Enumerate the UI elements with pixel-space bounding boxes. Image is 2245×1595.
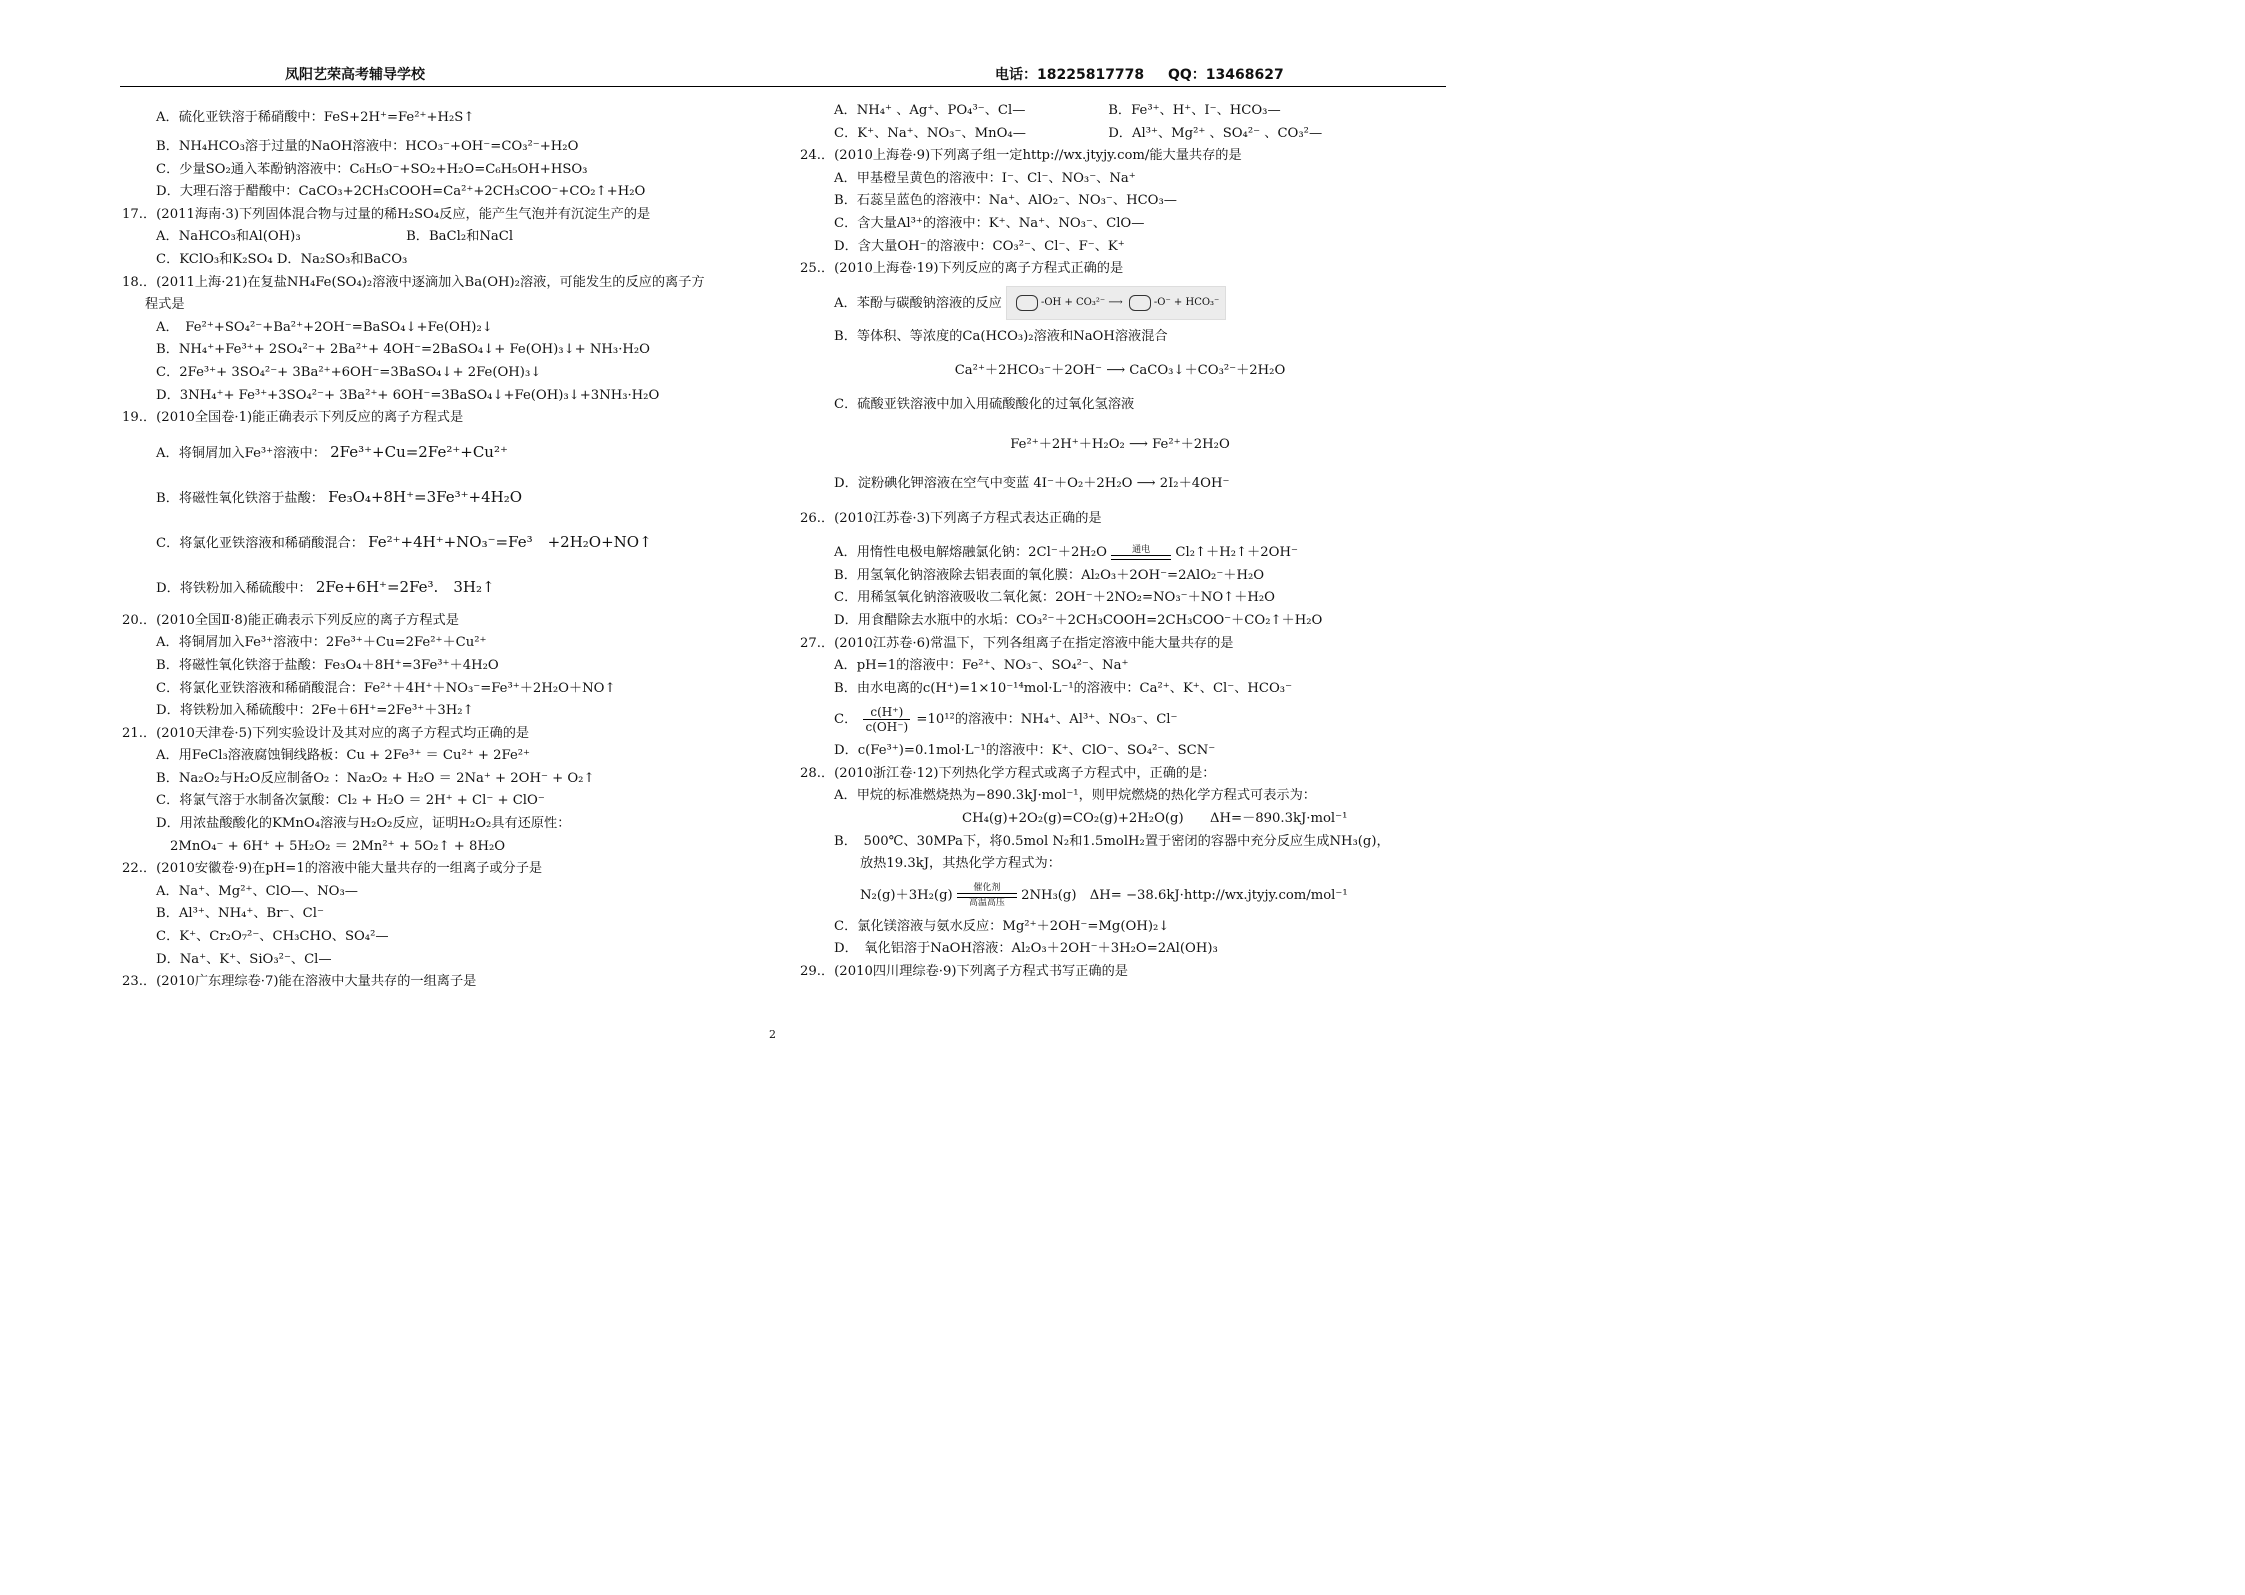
question-option: B．由水电离的c(H⁺)=1×10⁻¹⁴mol·L⁻¹的溶液中：Ca²⁺、K⁺、Cl⁻、HCO₃⁻ [834, 680, 1293, 696]
question-option: B．NH₄HCO₃溶于过量的NaOH溶液中：HCO₃⁻+OH⁻=CO₃²⁻+H₂O [156, 139, 579, 154]
question-option: A．将铜屑加入Fe³⁺溶液中：2Fe³⁺＋Cu=2Fe²⁺＋Cu²⁺ [156, 635, 487, 651]
equation-part: -O⁻ + HCO₃⁻ [1153, 297, 1220, 309]
question-option: C．2Fe³⁺+ 3SO₄²⁻+ 3Ba²⁺+6OH⁻=3BaSO₄↓+ 2Fe(OH)₃↓ [156, 364, 542, 380]
question-option: D．将铁粉加入稀硫酸中：2Fe＋6H⁺=2Fe³⁺＋3H₂↑ [156, 703, 474, 719]
equation: CH₄(g)+2O₂(g)=CO₂(g)+2H₂O(g) ΔH=－890.3kJ·mol⁻¹ [962, 811, 1348, 827]
question-option: D．用食醋除去水瓶中的水垢：CO₃²⁻＋2CH₃COOH=2CH₃COO⁻＋CO₂↑＋H₂O [834, 612, 1323, 628]
page-header [120, 62, 1446, 87]
question-option: D．大理石溶于醋酸中：CaCO₃+2CH₃COOH=Ca²⁺+2CH₃COO⁻+CO₂↑+H₂O [156, 184, 646, 200]
question-option: C．将氯化亚铁溶液和稀硝酸混合：Fe²⁺＋4H⁺＋NO₃⁻=Fe³⁺＋2H₂O＋NO↑ [156, 680, 616, 696]
option-text: A．苯酚与碳酸钠溶液的反应 [834, 295, 1002, 311]
question-option [122, 520, 772, 565]
option-text: B．将磁性氧化铁溶于盐酸： [156, 490, 324, 506]
question-option: C．硫酸亚铁溶液中加入用硫酸酸化的过氧化氢溶液 [834, 397, 1135, 413]
question-option: C．KClO₃和K₂SO₄ D．Na₂SO₃和BaCO₃ [156, 251, 408, 267]
fraction-denominator: c(OH⁻) [865, 720, 909, 735]
question-option-row [800, 100, 1440, 123]
question-option: C．少量SO₂通入苯酚钠溶液中：C₆H₅O⁻+SO₂+H₂O=C₆H₅OH+HSO₃ [156, 161, 588, 177]
question-option: A．Na⁺、Mg²⁺、ClO—、NO₃— [156, 883, 358, 899]
question-option: D．淀粉碘化钾溶液在空气中变蓝 4I⁻＋O₂＋2H₂O ⟶ 2I₂＋4OH⁻ [834, 475, 1230, 491]
arrow-label: 通电 [1132, 545, 1151, 556]
question-option: B．Na₂O₂与H₂O反应制备O₂ ：Na₂O₂ + H₂O ＝ 2Na⁺ + 2OH⁻ + O₂↑ [156, 770, 595, 786]
arrow-bottom-label: 高温高压 [968, 897, 1005, 908]
question-option: A．用FeCl₃溶液腐蚀铜线路板：Cu + 2Fe³⁺ ＝ Cu²⁺ + 2Fe²⁺ [156, 748, 531, 764]
qq-number: QQ：13468627 [1168, 67, 1284, 83]
question-option [122, 430, 772, 475]
equation [800, 876, 1440, 916]
question-option: B． 500℃、30MPa下，将0.5mol N₂和1.5molH₂置于密闭的容器中充分反应生成NH₃(g)， [834, 833, 1390, 849]
question-option: C．用稀氢氧化钠溶液吸收二氧化氮：2OH⁻＋2NO₂=NO₃⁻＋NO↑＋H₂O [834, 590, 1275, 606]
equation: Fe²⁺＋2H⁺＋H₂O₂ ⟶ Fe²⁺＋2H₂O [1010, 436, 1230, 452]
question-option: A．NaHCO₃和Al(OH)₃ B．BaCl₂和NaCl [156, 229, 514, 245]
question-stem: 22.．(2010安徽卷·9)在pH=1的溶液中能大量共存的一组离子或分子是 [122, 861, 543, 877]
question-stem: 25.．(2010上海卷·19)下列反应的离子方程式正确的是 [800, 261, 1124, 277]
equation: 2Fe+6H⁺=2Fe³. 3H₂↑ [315, 577, 495, 596]
question-option: A．pH=1的溶液中：Fe²⁺、NO₃⁻、SO₄²⁻、Na⁺ [834, 658, 1129, 674]
question-option [800, 542, 1440, 565]
question-option: B．等体积、等浓度的Ca(HCO₃)₂溶液和NaOH溶液混合 [834, 328, 1168, 344]
question-option: D．c(Fe³⁺)=0.1mol·L⁻¹的溶液中：K⁺、ClO⁻、SO₄²⁻、SCN⁻ [834, 743, 1216, 759]
right-column [800, 100, 1440, 984]
option-text: =10¹²的溶液中：NH₄⁺、Al³⁺、NO₃⁻、Cl⁻ [916, 712, 1178, 728]
question-stem: 26.．(2010江苏卷·3)下列离子方程式表达正确的是 [800, 510, 1102, 526]
arrow-top-label: 催化剂 [973, 882, 1001, 893]
option-letter: C． [834, 712, 858, 728]
question-option-continued: 放热19.3kJ，其热化学方程式为： [860, 856, 1061, 872]
option-text: A．将铜屑加入Fe³⁺溶液中： [156, 445, 326, 461]
phenol-reaction-image [1006, 286, 1226, 320]
question-stem: 29.．(2010四川理综卷·9)下列离子方程式书写正确的是 [800, 964, 1128, 980]
equation: Fe₃O₄+8H⁺=3Fe³⁺+4H₂O [328, 487, 523, 506]
question-stem: 18.．(2011上海·21)在复盐NH₄Fe(SO₄)₂溶液中逐滴加入Ba(OH)₂溶液，可能发生的反应的离子方 [122, 274, 705, 290]
question-option: D．用浓盐酸酸化的KMnO₄溶液与H₂O₂反应，证明H₂O₂具有还原性： [156, 816, 571, 832]
equation: Ca²⁺＋2HCO₃⁻＋2OH⁻ ⟶ CaCO₃↓＋CO₃²⁻＋2H₂O [954, 363, 1286, 379]
question-option: A．硫化亚铁溶于稀硝酸中：FeS+2H⁺=Fe²⁺+H₂S↑ [156, 110, 475, 125]
question-option [800, 700, 1440, 740]
question-option: D．含大量OH⁻的溶液中：CO₃²⁻、Cl⁻、F⁻、K⁺ [834, 238, 1125, 254]
page-number: 2 [769, 1028, 776, 1041]
equation-part: -OH + CO₃²⁻ ⟶ [1040, 297, 1123, 309]
question-option: C．K⁺、Cr₂O₇²⁻、CH₃CHO、SO₄²— [156, 929, 389, 945]
question-option-row [800, 123, 1440, 146]
phone-number: 电话：18225817778 [995, 67, 1145, 83]
equation: Fe²⁺+4H⁺+NO₃⁻=Fe³ +2H₂O+NO↑ [368, 532, 652, 551]
question-option: A． Fe²⁺+SO₄²⁻+Ba²⁺+2OH⁻=BaSO₄↓+Fe(OH)₂↓ [156, 319, 493, 335]
question-option: C．K⁺、Na⁺、NO₃⁻、MnO₄— [834, 125, 1026, 141]
benzene-ring-icon [1129, 295, 1151, 311]
question-stem: 21.．(2010天津卷·5)下列实验设计及其对应的离子方程式均正确的是 [122, 725, 530, 741]
question-option: A．NH₄⁺ 、Ag⁺、PO₄³⁻、Cl— [834, 103, 1026, 118]
option-text: Cl₂↑＋H₂↑＋2OH⁻ [1175, 545, 1298, 561]
question-option: D． 氧化铝溶于NaOH溶液：Al₂O₃＋2OH⁻＋3H₂O=2Al(OH)₃ [834, 941, 1218, 957]
school-name: 凤阳艺荣高考辅导学校 [285, 67, 425, 83]
equation: 2MnO₄⁻ + 6H⁺ + 5H₂O₂ ＝ 2Mn²⁺ + 5O₂↑ + 8H₂O [170, 838, 506, 854]
question-option: B．Fe³⁺、H⁺、I⁻、HCO₃— [1108, 103, 1281, 118]
question-stem: 20.．(2010全国Ⅱ·8)能正确表示下列反应的离子方程式是 [122, 612, 459, 628]
question-option: B．将磁性氧化铁溶于盐酸：Fe₃O₄＋8H⁺=3Fe³⁺＋4H₂O [156, 657, 499, 673]
question-stem: 23.．(2010广东理综卷·7)能在溶液中大量共存的一组离子是 [122, 974, 477, 990]
question-stem-continued: 程式是 [145, 297, 185, 313]
question-stem: 28.．(2010浙江卷·12)下列热化学方程式或离子方程式中，正确的是： [800, 765, 1216, 781]
question-option: D．3NH₄⁺+ Fe³⁺+3SO₄²⁻+ 3Ba²⁺+ 6OH⁻=3BaSO₄↓+Fe(OH)₃↓+3NH₃·H₂O [156, 387, 660, 403]
question-stem: 17.．(2011海南·3)下列固体混合物与过量的稀H₂SO₄反应，能产生气泡并有沉淀生产的是 [122, 206, 651, 222]
question-option: C．氯化镁溶液与氨水反应：Mg²⁺＋2OH⁻=Mg(OH)₂↓ [834, 918, 1170, 934]
equation: 2Fe³⁺+Cu=2Fe²⁺+Cu²⁺ [330, 442, 508, 461]
question-option: D．Al³⁺、Mg²⁺ 、SO₄²⁻ 、CO₃²— [1108, 125, 1323, 141]
electrolysis-arrow [1111, 545, 1171, 560]
reaction-arrow [957, 883, 1017, 908]
question-stem: 24.．(2010上海卷·9)下列离子组一定http://wx.jtyjy.com/能大量共存的是 [800, 148, 1242, 164]
left-column [122, 100, 772, 994]
question-option: C．含大量Al³⁺的溶液中：K⁺、Na⁺、NO₃⁻、ClO— [834, 215, 1145, 231]
question-option: B．Al³⁺、NH₄⁺、Br⁻、Cl⁻ [156, 906, 324, 922]
question-option: A．甲基橙呈黄色的溶液中：I⁻、Cl⁻、NO₃⁻、Na⁺ [834, 170, 1136, 186]
question-option: B．用氢氧化钠溶液除去铝表面的氧化膜：Al₂O₃＋2OH⁻=2AlO₂⁻＋H₂O [834, 567, 1265, 583]
question-option: B．NH₄⁺+Fe³⁺+ 2SO₄²⁻+ 2Ba²⁺+ 4OH⁻=2BaSO₄↓+ Fe(OH)₃↓+ NH₃·H₂O [156, 342, 650, 358]
question-option: D．Na⁺、K⁺、SiO₃²⁻、Cl— [156, 951, 332, 967]
question-option [122, 565, 772, 610]
fraction [863, 705, 910, 734]
option-text: A．用惰性电极电解熔融氯化钠：2Cl⁻＋2H₂O [834, 545, 1107, 561]
question-option [800, 281, 1440, 326]
question-option: A．甲烷的标准燃烧热为−890.3kJ·mol⁻¹，则甲烷燃烧的热化学方程式可表示为： [834, 788, 1316, 804]
question-stem: 19.．(2010全国卷·1)能正确表示下列反应的离子方程式是 [122, 410, 464, 426]
equation-part: N₂(g)＋3H₂(g) [860, 887, 953, 903]
question-option: C．将氯气溶于水制备次氯酸：Cl₂ + H₂O ＝ 2H⁺ + Cl⁻ + ClO⁻ [156, 793, 545, 809]
double-bar [1111, 555, 1171, 560]
option-text: D．将铁粉加入稀硫酸中： [156, 580, 312, 596]
question-stem: 27.．(2010江苏卷·6)常温下，下列各组离子在指定溶液中能大量共存的是 [800, 635, 1234, 651]
question-option [122, 475, 772, 520]
fraction-numerator: c(H⁺) [863, 705, 910, 720]
equation-part: 2NH₃(g) ΔH= −38.6kJ·http://wx.jtyjy.com/mol⁻¹ [1021, 887, 1348, 903]
question-option: B．石蕊呈蓝色的溶液中：Na⁺、AlO₂⁻、NO₃⁻、HCO₃— [834, 193, 1177, 209]
benzene-ring-icon [1016, 295, 1038, 311]
option-text: C．将氯化亚铁溶液和稀硝酸混合： [156, 535, 364, 551]
